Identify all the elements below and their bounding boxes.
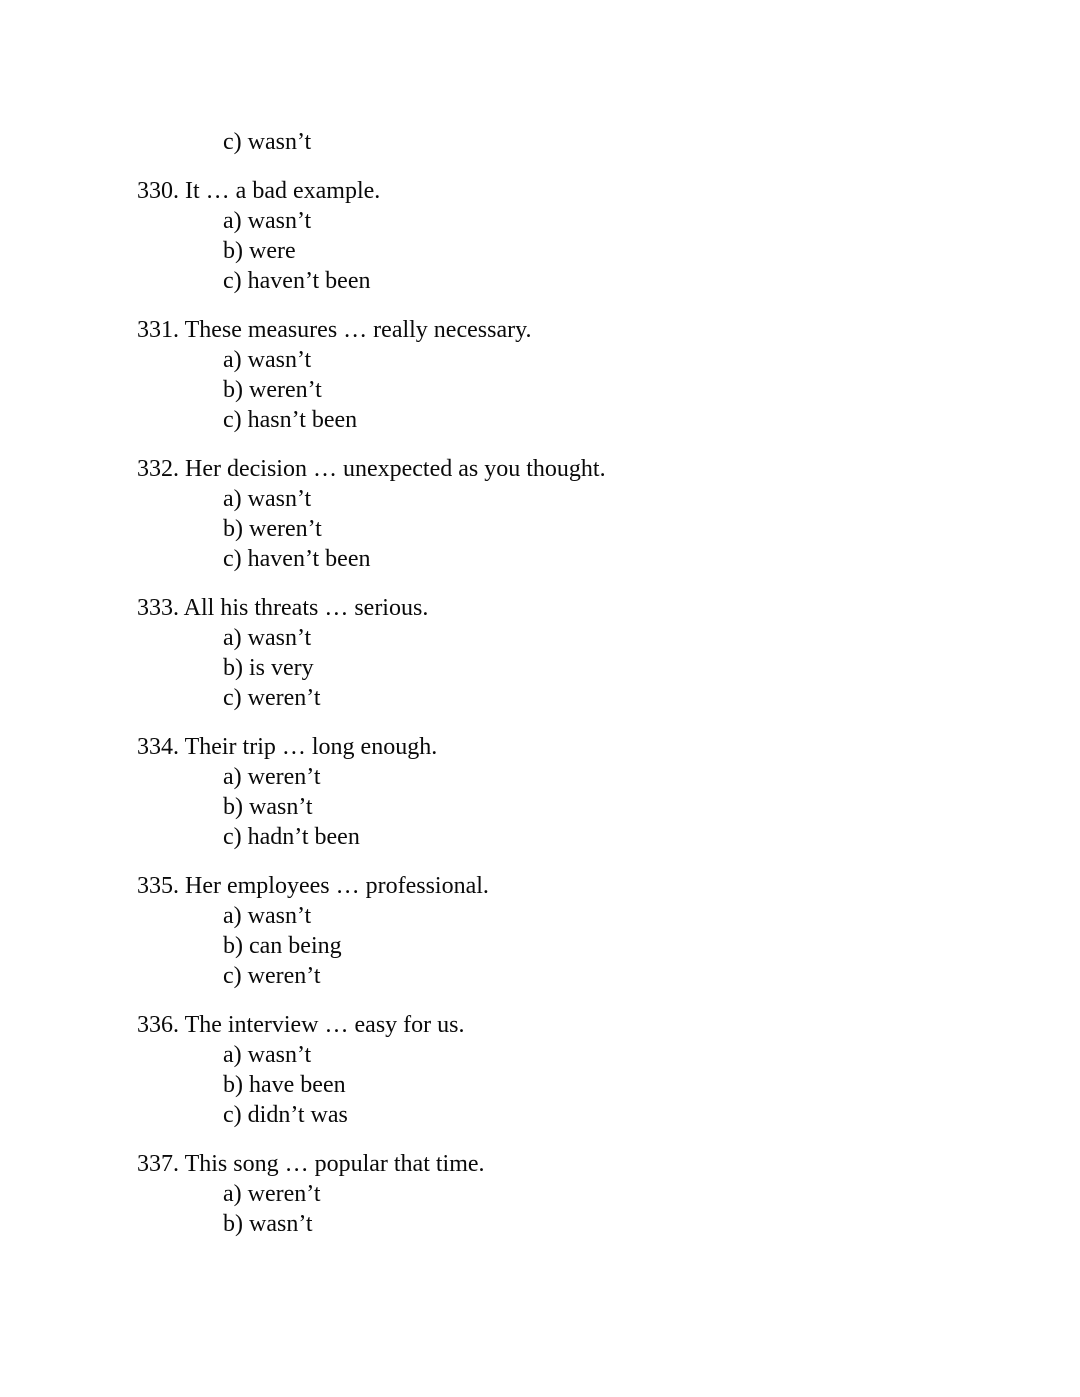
- answer-option: a) wasn’t: [223, 486, 312, 512]
- answer-option: b) weren’t: [223, 377, 322, 403]
- answer-option: a) wasn’t: [223, 1042, 312, 1068]
- answer-option: b) wasn’t: [223, 1211, 313, 1237]
- answer-option: c) hasn’t been: [223, 407, 358, 433]
- answer-option: b) is very: [223, 655, 314, 681]
- answer-option: c) hadn’t been: [223, 824, 360, 850]
- question-332: [0, 454, 1080, 574]
- question-text: 333. All his threats … serious.: [137, 595, 429, 621]
- question-text: 334. Their trip … long enough.: [137, 734, 438, 760]
- answer-option: c) didn’t was: [223, 1102, 348, 1128]
- answer-option: a) wasn’t: [223, 903, 312, 929]
- question-336: [0, 1010, 1080, 1130]
- question-334: [0, 732, 1080, 852]
- answer-option: a) wasn’t: [223, 347, 312, 373]
- answer-option: c) weren’t: [223, 685, 321, 711]
- question-331: [0, 315, 1080, 435]
- answer-option: b) wasn’t: [223, 794, 313, 820]
- question-text: 330. It … a bad example.: [137, 178, 381, 204]
- question-333: [0, 593, 1080, 713]
- question-text: 337. This song … popular that time.: [137, 1151, 485, 1177]
- answer-option: a) weren’t: [223, 764, 321, 790]
- answer-option: b) weren’t: [223, 516, 322, 542]
- question-text: 331. These measures … really necessary.: [137, 317, 532, 343]
- answer-option: b) have been: [223, 1072, 346, 1098]
- answer-option: b) can being: [223, 933, 342, 959]
- question-330: [0, 176, 1080, 296]
- question-text: 336. The interview … easy for us.: [137, 1012, 465, 1038]
- answer-option: c) haven’t been: [223, 268, 371, 294]
- answer-option: b) were: [223, 238, 296, 264]
- question-335: [0, 871, 1080, 991]
- question-337: [0, 1149, 1080, 1239]
- answer-option: a) wasn’t: [223, 208, 312, 234]
- question-list: [0, 176, 1080, 1239]
- answer-option: c) weren’t: [223, 963, 321, 989]
- question-text: 332. Her decision … unexpected as you thought.: [137, 456, 606, 482]
- answer-option: a) wasn’t: [223, 625, 312, 651]
- question-text: 335. Her employees … professional.: [137, 873, 489, 899]
- orphan-answer-option: c) wasn’t: [223, 129, 312, 155]
- answer-option: a) weren’t: [223, 1181, 321, 1207]
- answer-option: c) haven’t been: [223, 546, 371, 572]
